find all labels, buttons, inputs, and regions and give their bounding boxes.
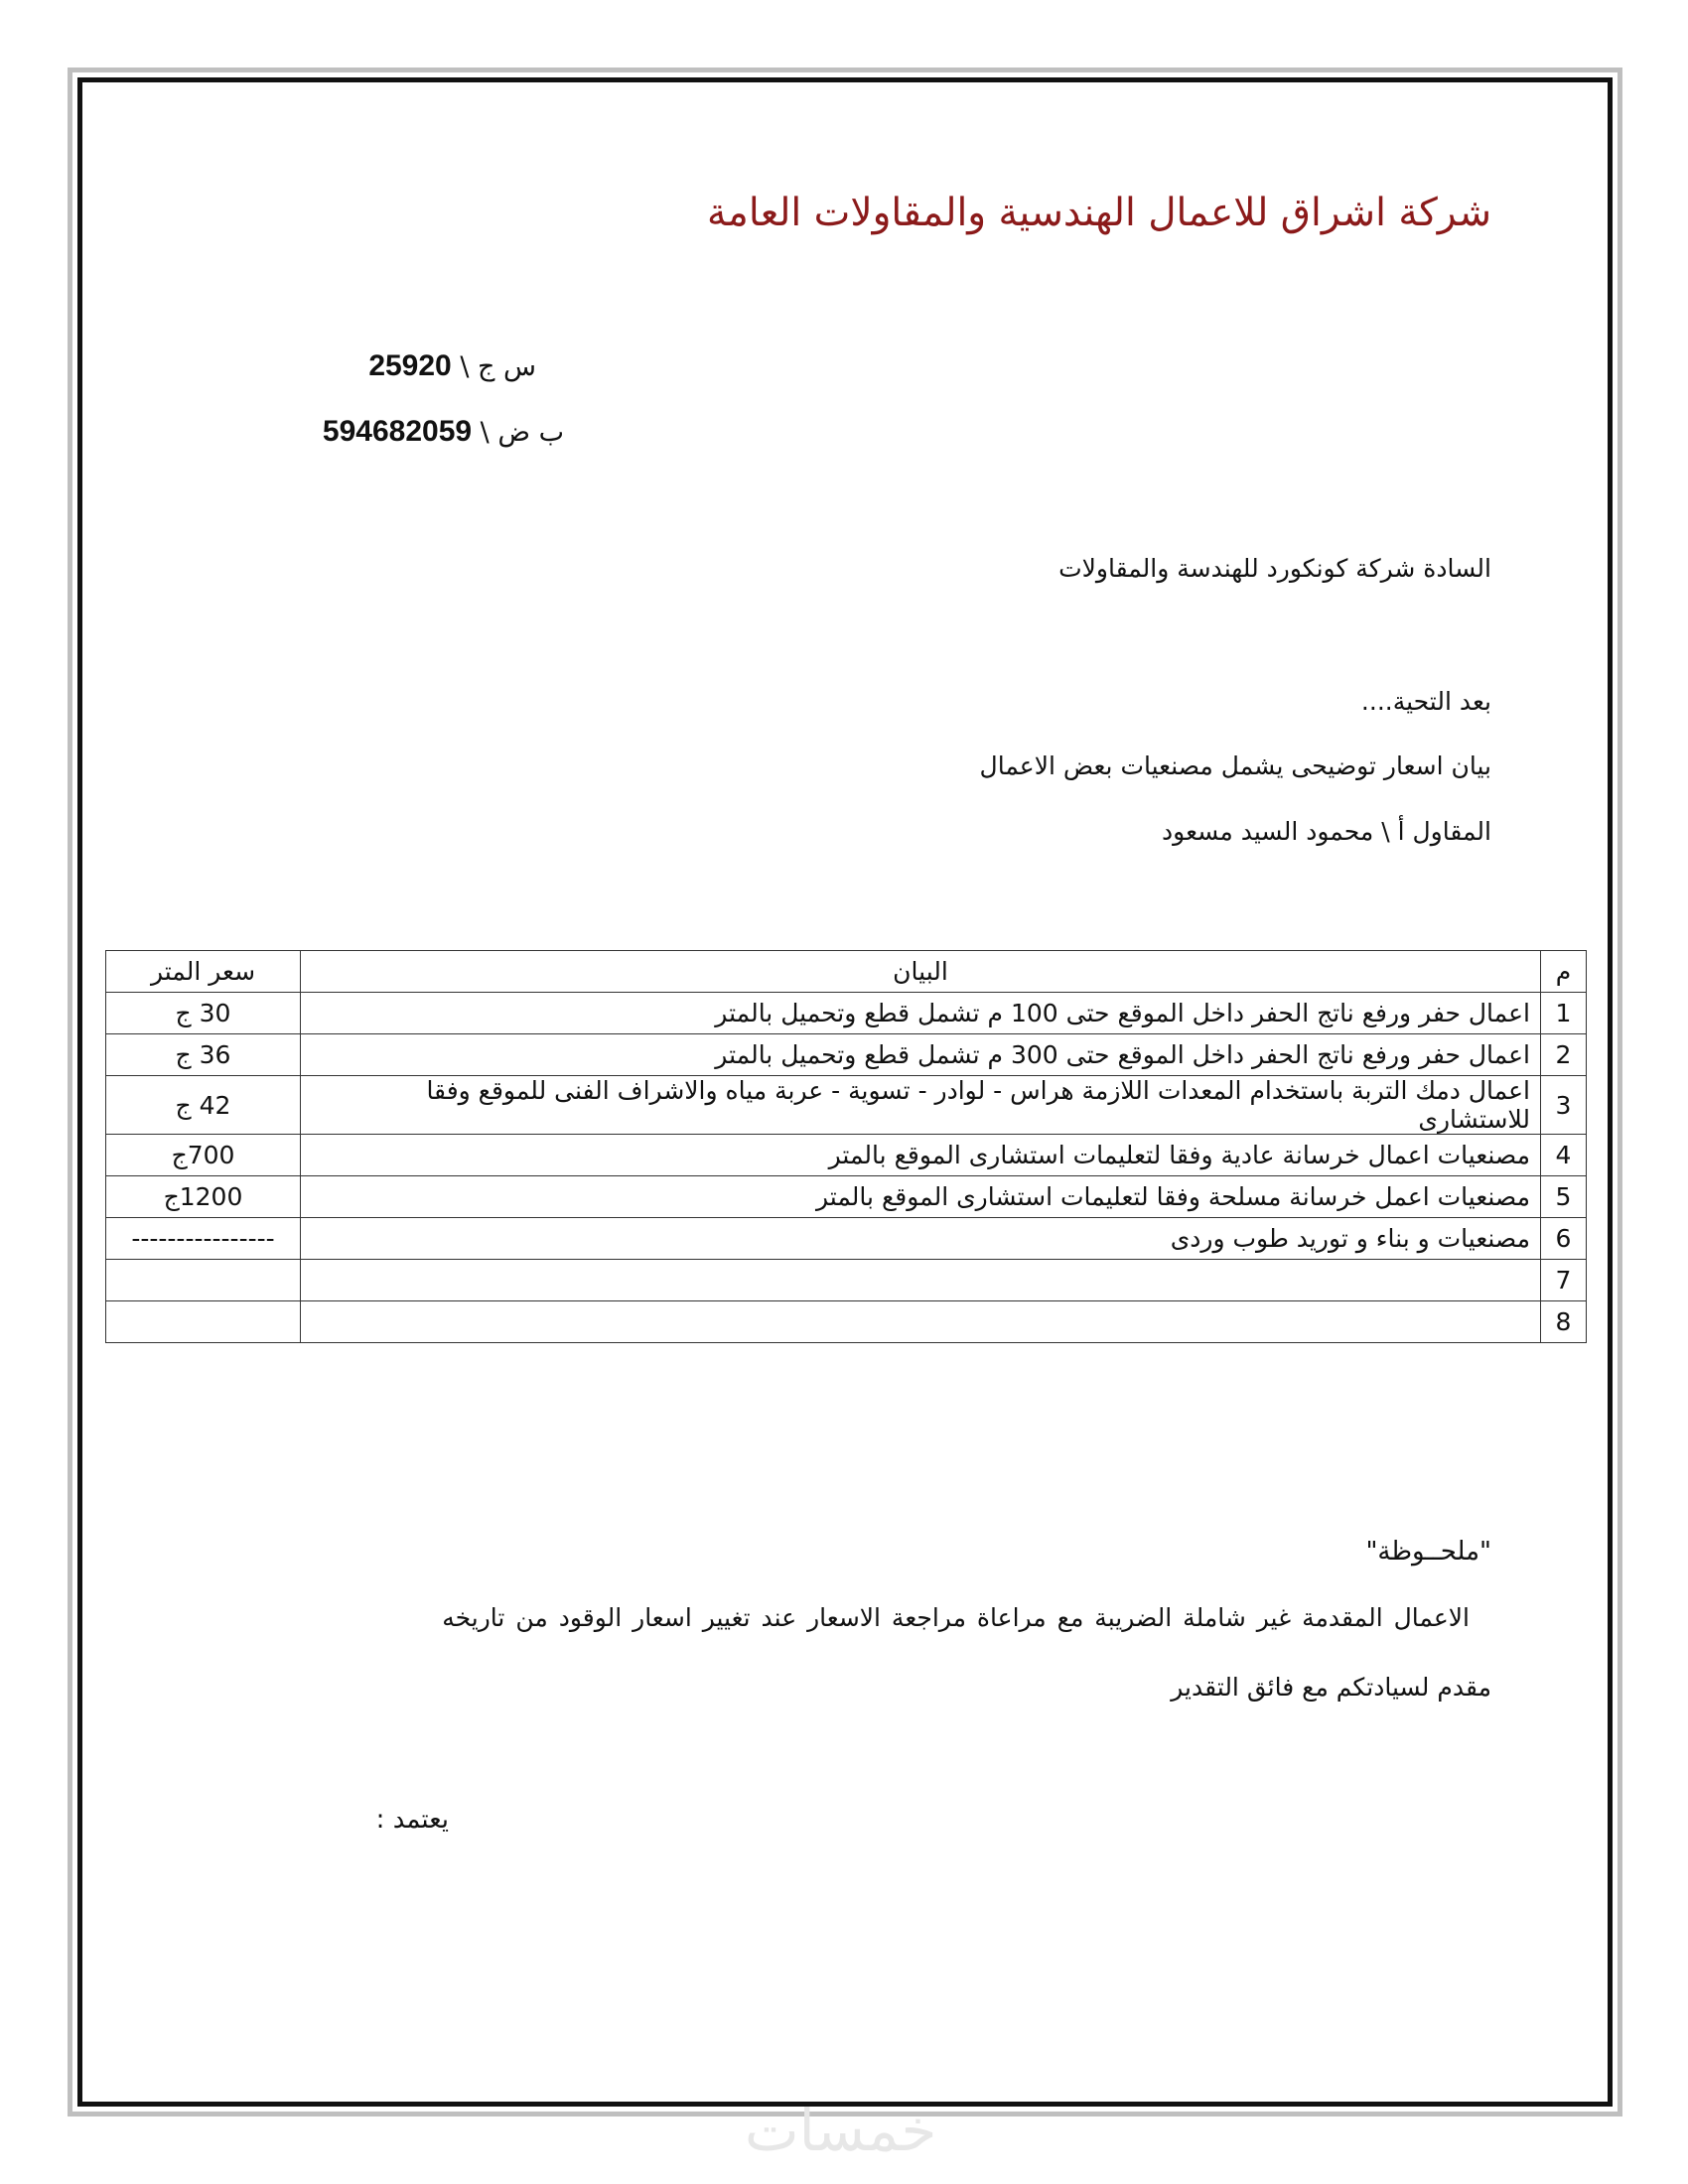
company-name: شركة اشراق للاعمال الهندسية والمقاولات العامة <box>707 191 1491 235</box>
row-desc: مصنعيات اعمال خرسانة عادية وفقا لتعليمات استشارى الموقع بالمتر <box>301 1135 1541 1176</box>
row-num: 4 <box>1541 1135 1587 1176</box>
row-num: 2 <box>1541 1034 1587 1076</box>
table-row <box>106 1076 1587 1135</box>
recipient: السادة شركة كونكورد للهندسة والمقاولات <box>1058 554 1491 583</box>
row-num: 5 <box>1541 1176 1587 1218</box>
row-price <box>106 1301 301 1343</box>
tax-card <box>323 415 564 449</box>
table-row <box>106 993 1587 1034</box>
row-num: 6 <box>1541 1218 1587 1260</box>
row-price: 30 ج <box>106 993 301 1034</box>
row-desc: مصنعيات اعمل خرسانة مسلحة وفقا لتعليمات استشارى الموقع بالمتر <box>301 1176 1541 1218</box>
header-price: سعر المتر <box>106 951 301 993</box>
tax-card-label: ب ض \ <box>480 417 564 448</box>
contractor-line: المقاول أ \ محمود السيد مسعود <box>1162 817 1491 846</box>
table-row <box>106 1218 1587 1260</box>
commercial-register-label: س ج \ <box>460 351 536 382</box>
prices-table <box>105 950 1587 1343</box>
row-desc: اعمال حفر ورفع ناتج الحفر داخل الموقع حتى 300 م تشمل قطع وتحميل بالمتر <box>301 1034 1541 1076</box>
commercial-register <box>368 349 536 383</box>
row-num: 7 <box>1541 1260 1587 1301</box>
greeting: بعد التحية.... <box>1360 687 1491 716</box>
watermark-logo: خمسات <box>745 2097 937 2164</box>
note-text: الاعمال المقدمة غير شاملة الضريبة مع مراعاة مراجعة الاسعار عند تغيير اسعار الوقود من تاريخه <box>442 1603 1470 1632</box>
row-desc: مصنعيات و بناء و توريد طوب وردى <box>301 1218 1541 1260</box>
row-num: 1 <box>1541 993 1587 1034</box>
row-desc: اعمال دمك التربة باستخدام المعدات اللازمة هراس - لوادر - تسوية - عربة مياه والاشراف الفنى للموقع وفقا للاستشارى <box>301 1076 1541 1135</box>
row-price: 36 ج <box>106 1034 301 1076</box>
header-num: م <box>1541 951 1587 993</box>
table-header-row <box>106 951 1587 993</box>
row-price <box>106 1260 301 1301</box>
row-price: ---------------- <box>106 1218 301 1260</box>
note-title: "ملحــوظة" <box>1365 1537 1491 1567</box>
approval-label: يعتمد : <box>375 1805 449 1835</box>
table-row <box>106 1176 1587 1218</box>
row-num: 8 <box>1541 1301 1587 1343</box>
row-price: 700ج <box>106 1135 301 1176</box>
row-desc <box>301 1301 1541 1343</box>
table-row <box>106 1260 1587 1301</box>
row-desc <box>301 1260 1541 1301</box>
row-desc: اعمال حفر ورفع ناتج الحفر داخل الموقع حتى 100 م تشمل قطع وتحميل بالمتر <box>301 993 1541 1034</box>
row-price: 42 ج <box>106 1076 301 1135</box>
commercial-register-number: 25920 <box>368 349 452 382</box>
header-desc: البيان <box>301 951 1541 993</box>
table-row <box>106 1034 1587 1076</box>
closing-line: مقدم لسيادتكم مع فائق التقدير <box>1171 1673 1491 1702</box>
row-price: 1200ج <box>106 1176 301 1218</box>
intro-line: بيان اسعار توضيحى يشمل مصنعيات بعض الاعمال <box>979 751 1491 780</box>
table-row <box>106 1301 1587 1343</box>
row-num: 3 <box>1541 1076 1587 1135</box>
tax-card-number: 594682059 <box>322 415 473 448</box>
table-row <box>106 1135 1587 1176</box>
